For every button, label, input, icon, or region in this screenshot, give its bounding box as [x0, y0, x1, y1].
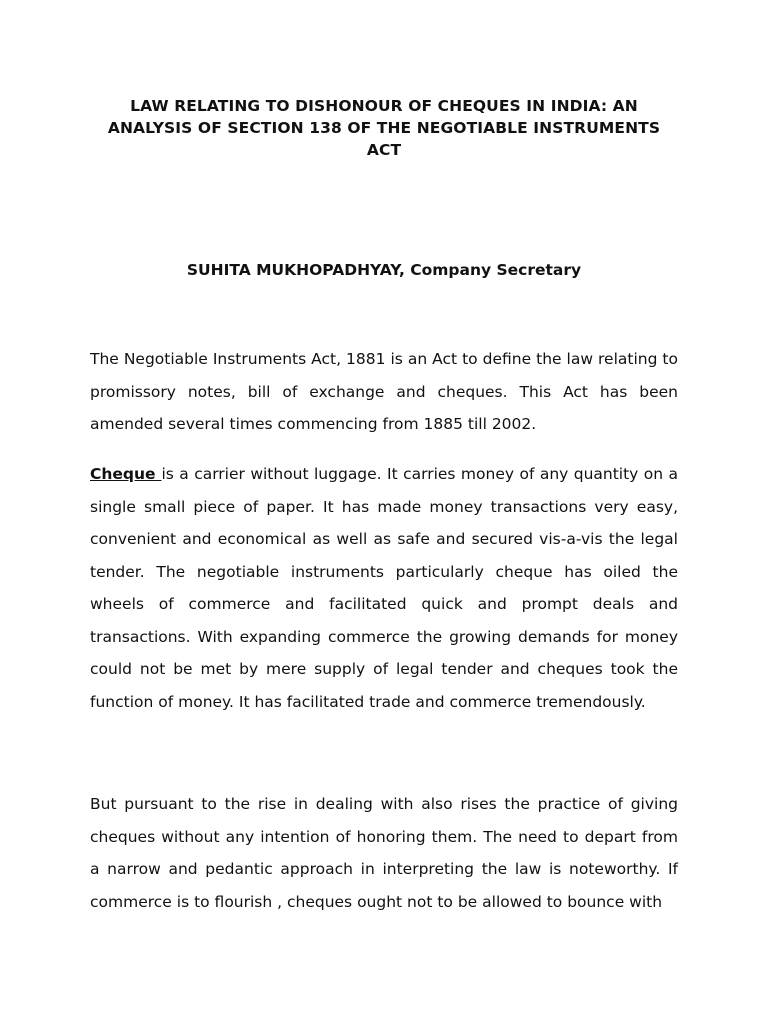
author-line: SUHITA MUKHOPADHYAY, Company Secretary	[186, 261, 582, 279]
cheque-term: Cheque	[90, 465, 162, 483]
paragraph-act-intro: The Negotiable Instruments Act, 1881 is an Act to define the law relating to promissory notes, bill of exchange and cheques. This Act has been amended several times commencing from 1885 till 2002.	[90, 350, 678, 433]
paragraph-cheque-definition	[90, 458, 678, 718]
cheque-definition-text: is a carrier without luggage. It carries money of any quantity on a single small piece of paper. It has made money transactions very easy, convenient and economical as well as safe and secured vis-a-vis the legal tender. The negotiable instruments particularly cheque has oiled the wheels of commerce and facilitated quick and prompt deals and transactions. With expanding commerce the growing demands for money could not be met by mere supply of legal tender and cheques took the function of money. It has facilitated trade and commerce tremendously.	[90, 465, 679, 711]
document-title: LAW RELATING TO DISHONOUR OF CHEQUES IN INDIA: AN ANALYSIS OF SECTION 138 OF THE NEGOTIABLE INSTRUMENTS ACT	[107, 97, 661, 159]
paragraph-dishonour-practice: But pursuant to the rise in dealing with also rises the practice of giving cheques without any intention of honoring them. The need to depart from a narrow and pedantic approach in interpreting the law is noteworthy. If commerce is to flourish , cheques ought not to be allowed to bounce with	[90, 795, 678, 911]
